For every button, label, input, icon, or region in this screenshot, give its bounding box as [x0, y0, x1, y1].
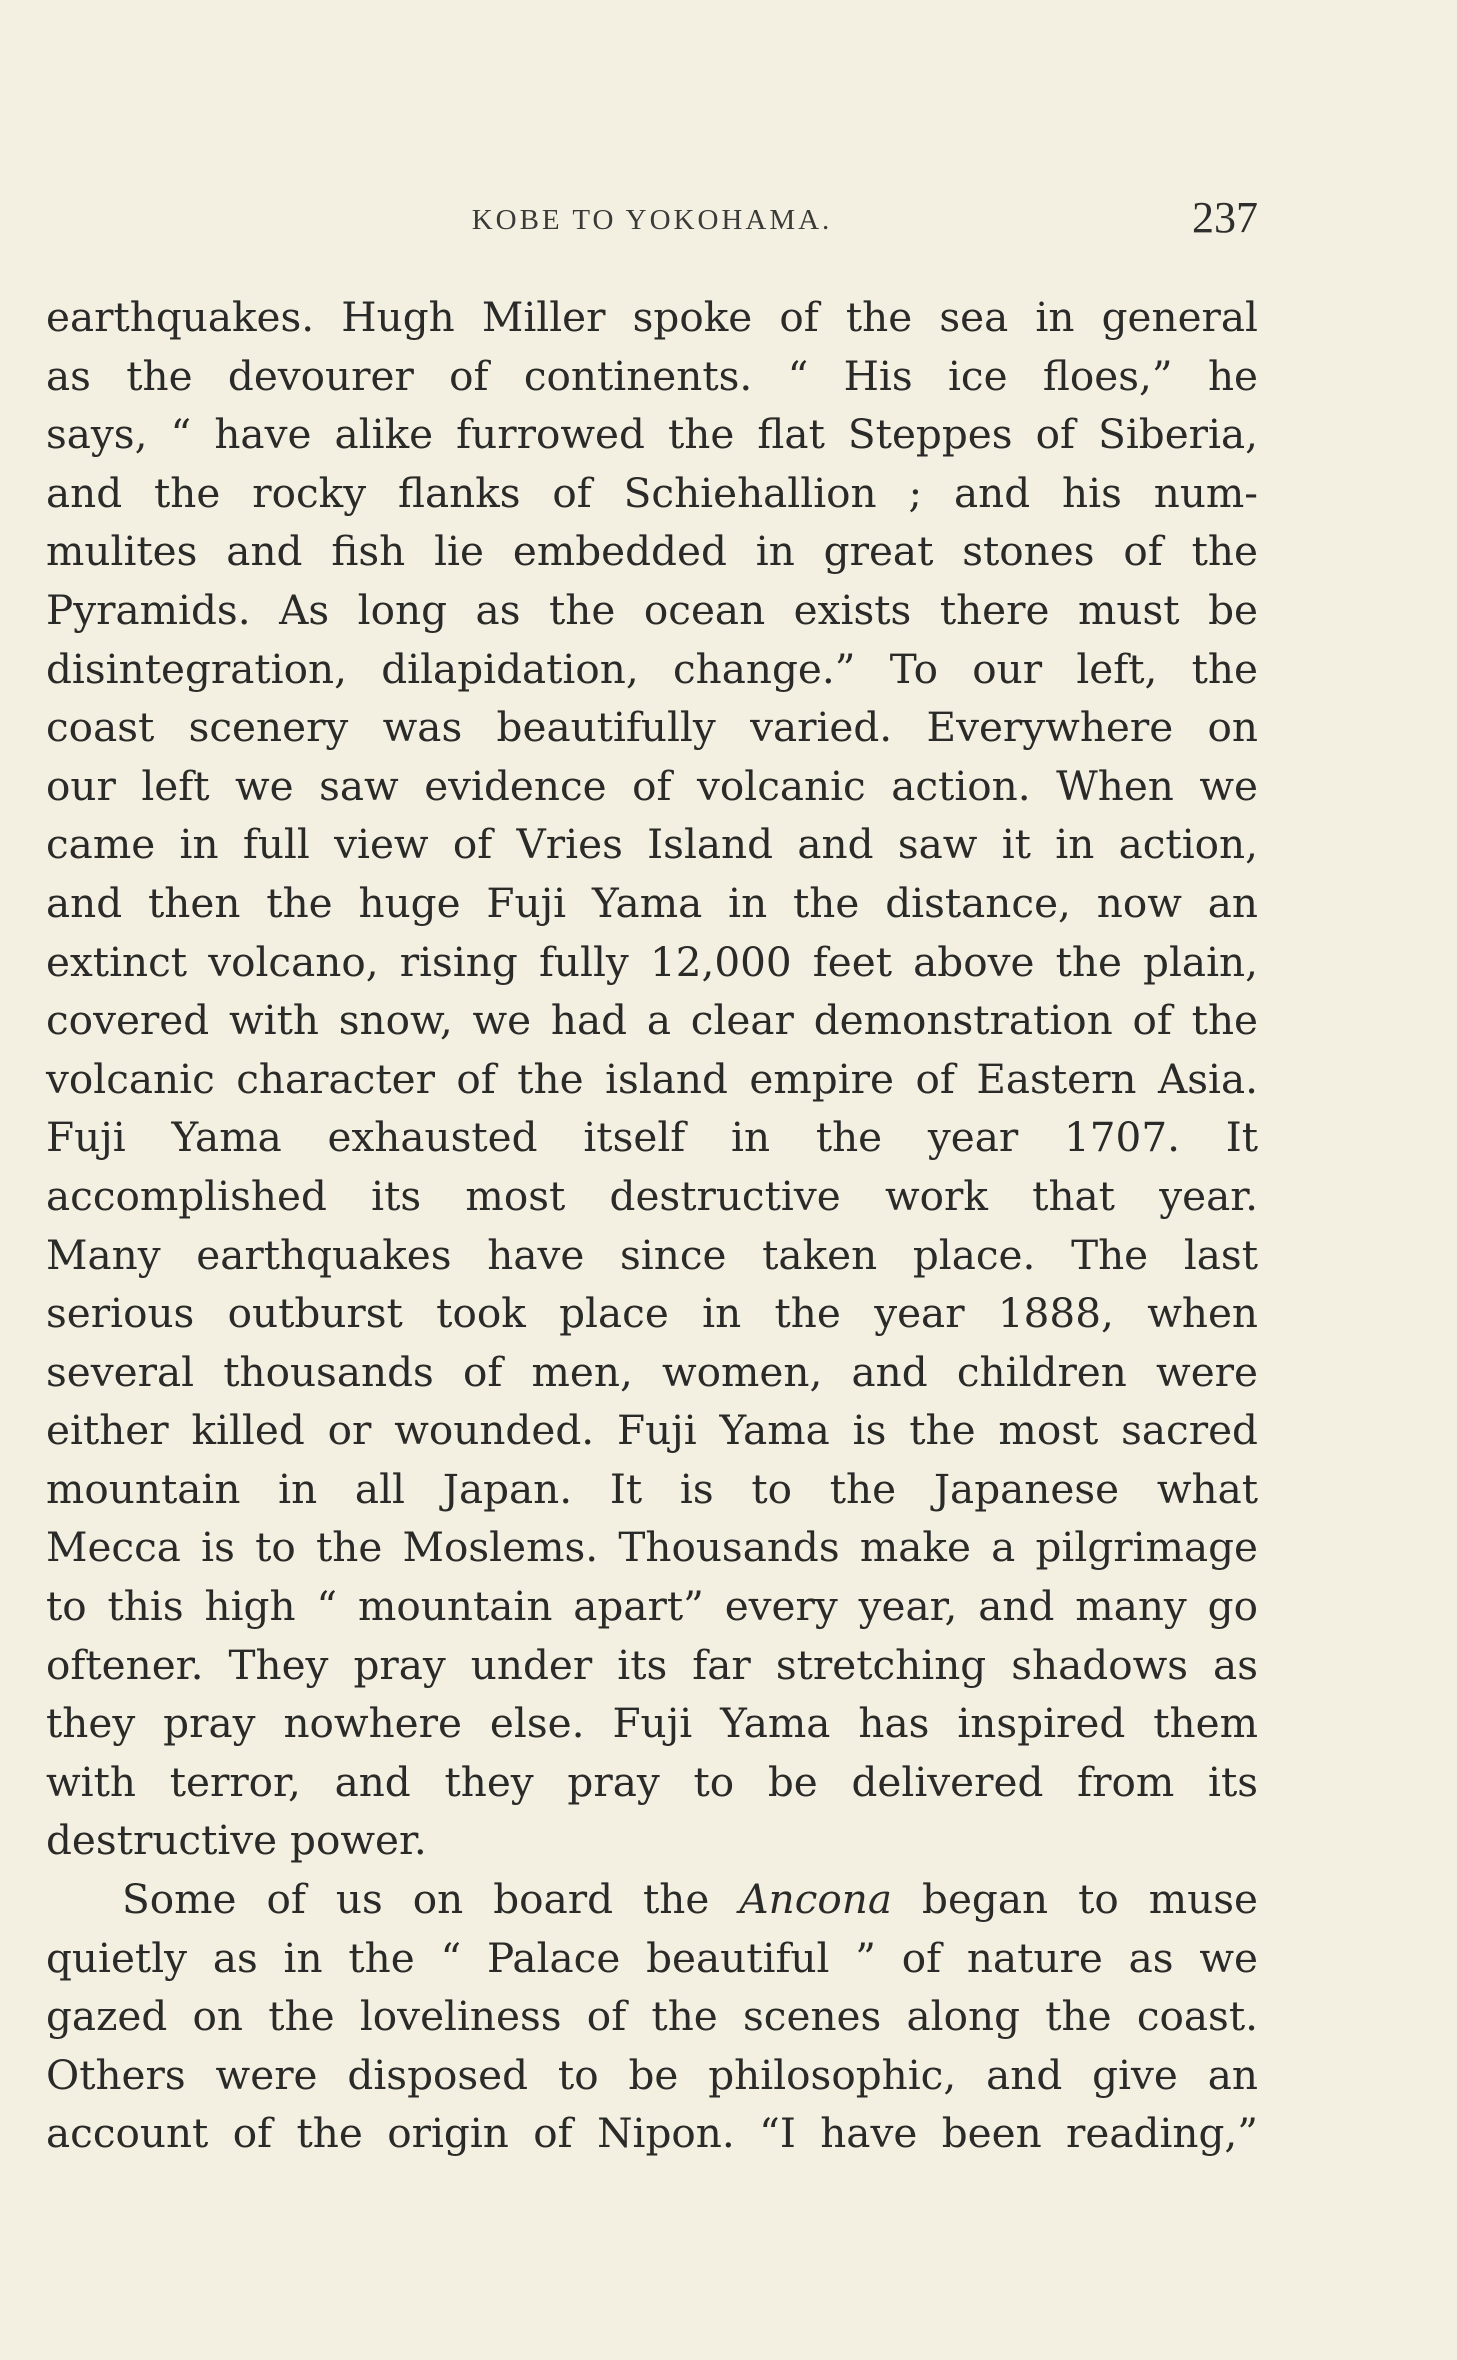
text-line: volcanic character of the island empire of Eastern Asia. [46, 1054, 1258, 1103]
paragraph-end-line: destructive power. [46, 1816, 427, 1865]
text-line: oftener. They pray under its far stretching shadows as [46, 1640, 1258, 1689]
text-line: and the rocky flanks of Schiehallion ; and his num- [46, 468, 1258, 517]
text-line: with terror, and they pray to be delivered from its [46, 1757, 1258, 1806]
text-line: accomplished its most destructive work that year. [46, 1171, 1258, 1220]
running-head [46, 192, 1258, 252]
text-line: coast scenery was beautifully varied. Everywhere on [46, 703, 1258, 752]
text-line: says, “ have alike furrowed the flat Steppes of Siberia, [46, 410, 1258, 459]
body-text [46, 288, 1258, 2163]
text-line: Fuji Yama exhausted itself in the year 1707. It [46, 1113, 1258, 1162]
text-line: covered with snow, we had a clear demonstration of the [46, 996, 1258, 1045]
text-line: mulites and fish lie embedded in great stones of the [46, 527, 1258, 576]
text-line: mountain in all Japan. It is to the Japanese what [46, 1464, 1258, 1513]
text-line: either killed or wounded. Fuji Yama is the most sacred [46, 1406, 1258, 1455]
text-run: began to muse [892, 1875, 1258, 1924]
ship-name: Ancona [739, 1875, 892, 1924]
text-line: they pray nowhere else. Fuji Yama has inspired them [46, 1699, 1258, 1748]
text-line: came in full view of Vries Island and saw it in action, [46, 820, 1258, 869]
text-line: to this high “ mountain apart” every year, and many go [46, 1582, 1258, 1631]
text-line: account of the origin of Nipon. “I have been reading,” [46, 2109, 1258, 2158]
page-number: 237 [1192, 193, 1258, 242]
text-line: as the devourer of continents. “ His ice floes,” he [46, 351, 1258, 400]
text-line: Many earthquakes have since taken place. The last [46, 1230, 1258, 1279]
text-run: Some of us on board the [122, 1875, 740, 1924]
text-line: Others were disposed to be philosophic, and give an [46, 2050, 1258, 2099]
text-line: earthquakes. Hugh Miller spoke of the sea in general [46, 293, 1258, 341]
text-line: and then the huge Fuji Yama in the distance, now an [46, 878, 1258, 927]
text-line: serious outburst took place in the year 1888, when [46, 1289, 1258, 1338]
text-line: our left we saw evidence of volcanic action. When we [46, 761, 1258, 810]
running-title: KOBE TO YOKOHAMA. [471, 204, 833, 236]
text-line: gazed on the loveliness of the scenes along the coast. [46, 1992, 1258, 2041]
text-line: Pyramids. As long as the ocean exists there must be [46, 585, 1258, 634]
text-line: Mecca is to the Moslems. Thousands make a pilgrimage [46, 1523, 1258, 1572]
text-line: several thousands of men, women, and children were [46, 1347, 1258, 1396]
text-line: disintegration, dilapidation, change.” To our left, the [46, 644, 1258, 693]
text-line: extinct volcano, rising fully 12,000 feet above the plain, [46, 937, 1258, 986]
paragraph-start-line [46, 1870, 1258, 1929]
text-line: quietly as in the “ Palace beautiful ” of nature as we [46, 1933, 1258, 1982]
